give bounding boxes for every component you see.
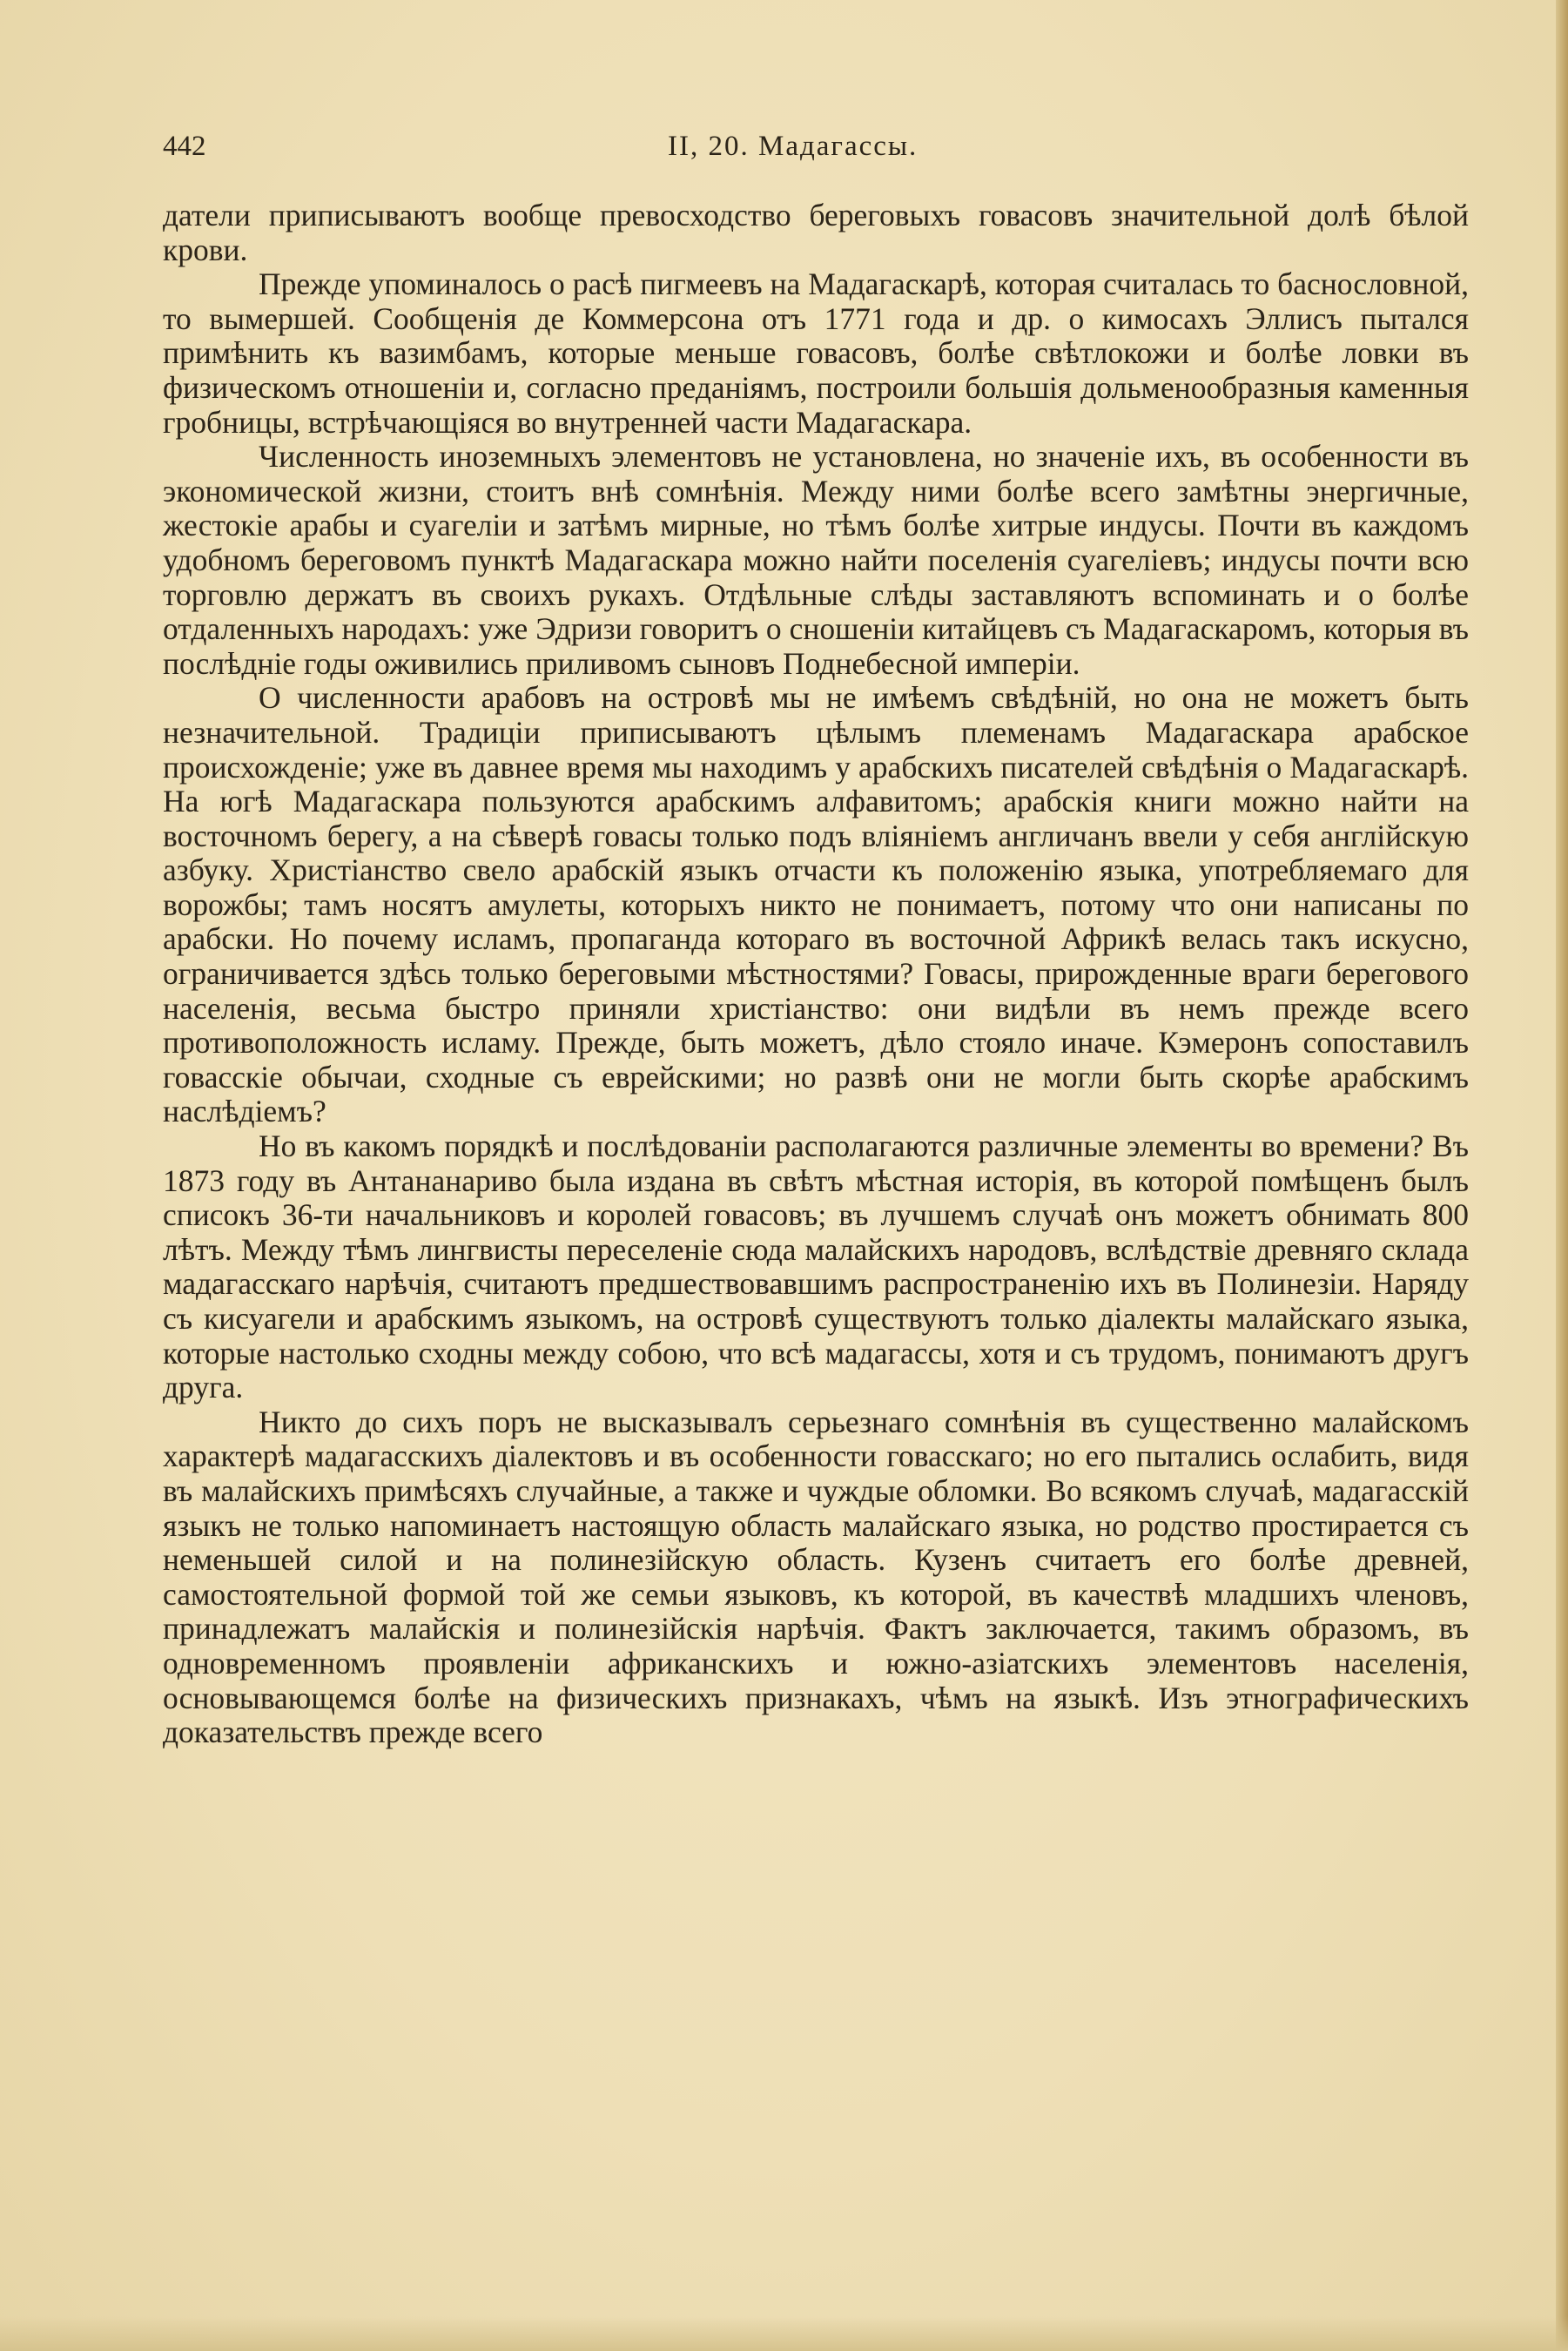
paragraph: Но въ какомъ порядкѣ и послѣдованіи располагаются различные элементы во времени? Въ 1873 году въ Антананариво была издана въ свѣтъ мѣстная исторія, въ которой помѣщенъ былъ списокъ 36-ти начальниковъ и королей говасовъ; въ лучшемъ случаѣ онъ можетъ обнимать 800 лѣтъ. Между тѣмъ лингвисты переселеніе сюда малайскихъ народовъ, вслѣдствіе древняго склада мадагасскаго нарѣчія, считаютъ предшествовавшимъ распространенію ихъ въ Полинезіи. Наряду съ кисуагели и арабскимъ языкомъ, на островѣ существуютъ только діалекты малайскаго языка, которые настолько сходны между собою, что всѣ мадагассы, хотя и съ трудомъ, понимаютъ другъ друга. [163,1128,1469,1405]
page-bottom-tint [0,2316,1568,2351]
page-header [163,131,1469,174]
paragraph: О численности арабовъ на островѣ мы не имѣемъ свѣдѣній, но она не можетъ быть незначительной. Традиціи приписываютъ цѣлымъ племенамъ Мадагаскара арабское происхожденіе; уже въ давнее время мы находимъ у арабскихъ писателей свѣдѣнія о Мадагаскарѣ. На югѣ Мадагаскара пользуются арабскимъ алфавитомъ; арабскія книги можно найти на восточномъ берегу, а на сѣверѣ говасы только подъ вліяніемъ англичанъ ввели у себя англійскую азбуку. Христіанство свело арабскій языкъ отчасти къ положенію языка, употребляемаго для ворожбы; тамъ носятъ амулеты, которыхъ никто не понимаетъ, потому что они написаны по арабски. Но почему исламъ, пропаганда котораго въ восточной Африкѣ велась такъ искусно, ограничивается здѣсь только береговыми мѣстностями? Говасы, прирожденные враги берегового населенія, весьма быстро приняли христіанство: они видѣли въ немъ прежде всего противоположность исламу. Прежде, быть можетъ, дѣло стояло иначе. Кэмеронъ сопоставилъ говасскіе обычаи, сходные съ еврейскими; но развѣ они не могли быть скорѣе арабскимъ наслѣдіемъ? [163,680,1469,1129]
paragraph: Прежде упоминалось о расѣ пигмеевъ на Мадагаскарѣ, которая считалась то баснословной, то вымершей. Сообщенія де Коммерсона отъ 1771 года и др. о кимосахъ Эллисъ пытался примѣнить къ вазимбамъ, которые меньше говасовъ, болѣе свѣтлокожи и болѣе ловки въ физическомъ отношеніи и, согласно преданіямъ, построили большія дольменообразныя каменныя гробницы, встрѣчающіяся во внутренней части Мадагаскара. [163,266,1469,440]
paragraph: Численность иноземныхъ элементовъ не установлена, но значеніе ихъ, въ особенности въ экономической жизни, стоитъ внѣ сомнѣнія. Между ними болѣе всего замѣтны энергичные, жестокіе арабы и суагеліи и затѣмъ мирные, но тѣмъ болѣе хитрые индусы. Почти въ каждомъ удобномъ береговомъ пунктѣ Мадагаскара можно найти поселенія суагеліевъ; индусы почти всю торговлю держатъ въ своихъ рукахъ. Отдѣльные слѣды заставляютъ вспоминать и о болѣе отдаленныхъ народахъ: уже Эдризи говоритъ о сношеніи китайцевъ съ Мадагаскаромъ, которыя въ послѣдніе годы оживились приливомъ сыновъ Поднебесной имперіи. [163,439,1469,681]
page-number: 442 [163,131,206,162]
paragraph: Никто до сихъ поръ не высказывалъ серьезнаго сомнѣнія въ существенно малайскомъ характерѣ мадагасскихъ діалектовъ и въ особенности говасскаго; но его пытались ослабить, видя въ малайскихъ примѣсяхъ случайные, а также и чуждые обломки. Во всякомъ случаѣ, мадагасскій языкъ не только напоминаетъ настоящую область малайскаго языка, но родство простирается съ неменьшей силой и на полинезійскую область. Кузенъ считаетъ его болѣе древней, самостоятельной формой той же семьи языковъ, къ которой, въ качествѣ младшихъ членовъ, принадлежатъ малайскія и полинезійскія нарѣчія. Фактъ заключается, такимъ образомъ, въ одновременномъ проявленіи африканскихъ и южно-азіатскихъ элементовъ населенія, основывающемся болѣе на физическихъ признакахъ, чѣмъ на языкѣ. Изъ этнографическихъ доказательствъ прежде всего [163,1404,1469,1750]
paragraph-continuation: датели приписываютъ вообще превосходство береговыхъ говасовъ значительной долѣ бѣлой крови. [163,198,1469,267]
body-text [163,199,1469,1750]
running-title: II, 20. Мадагассы. [668,131,919,162]
page-edge-shadow [1556,0,1568,2351]
